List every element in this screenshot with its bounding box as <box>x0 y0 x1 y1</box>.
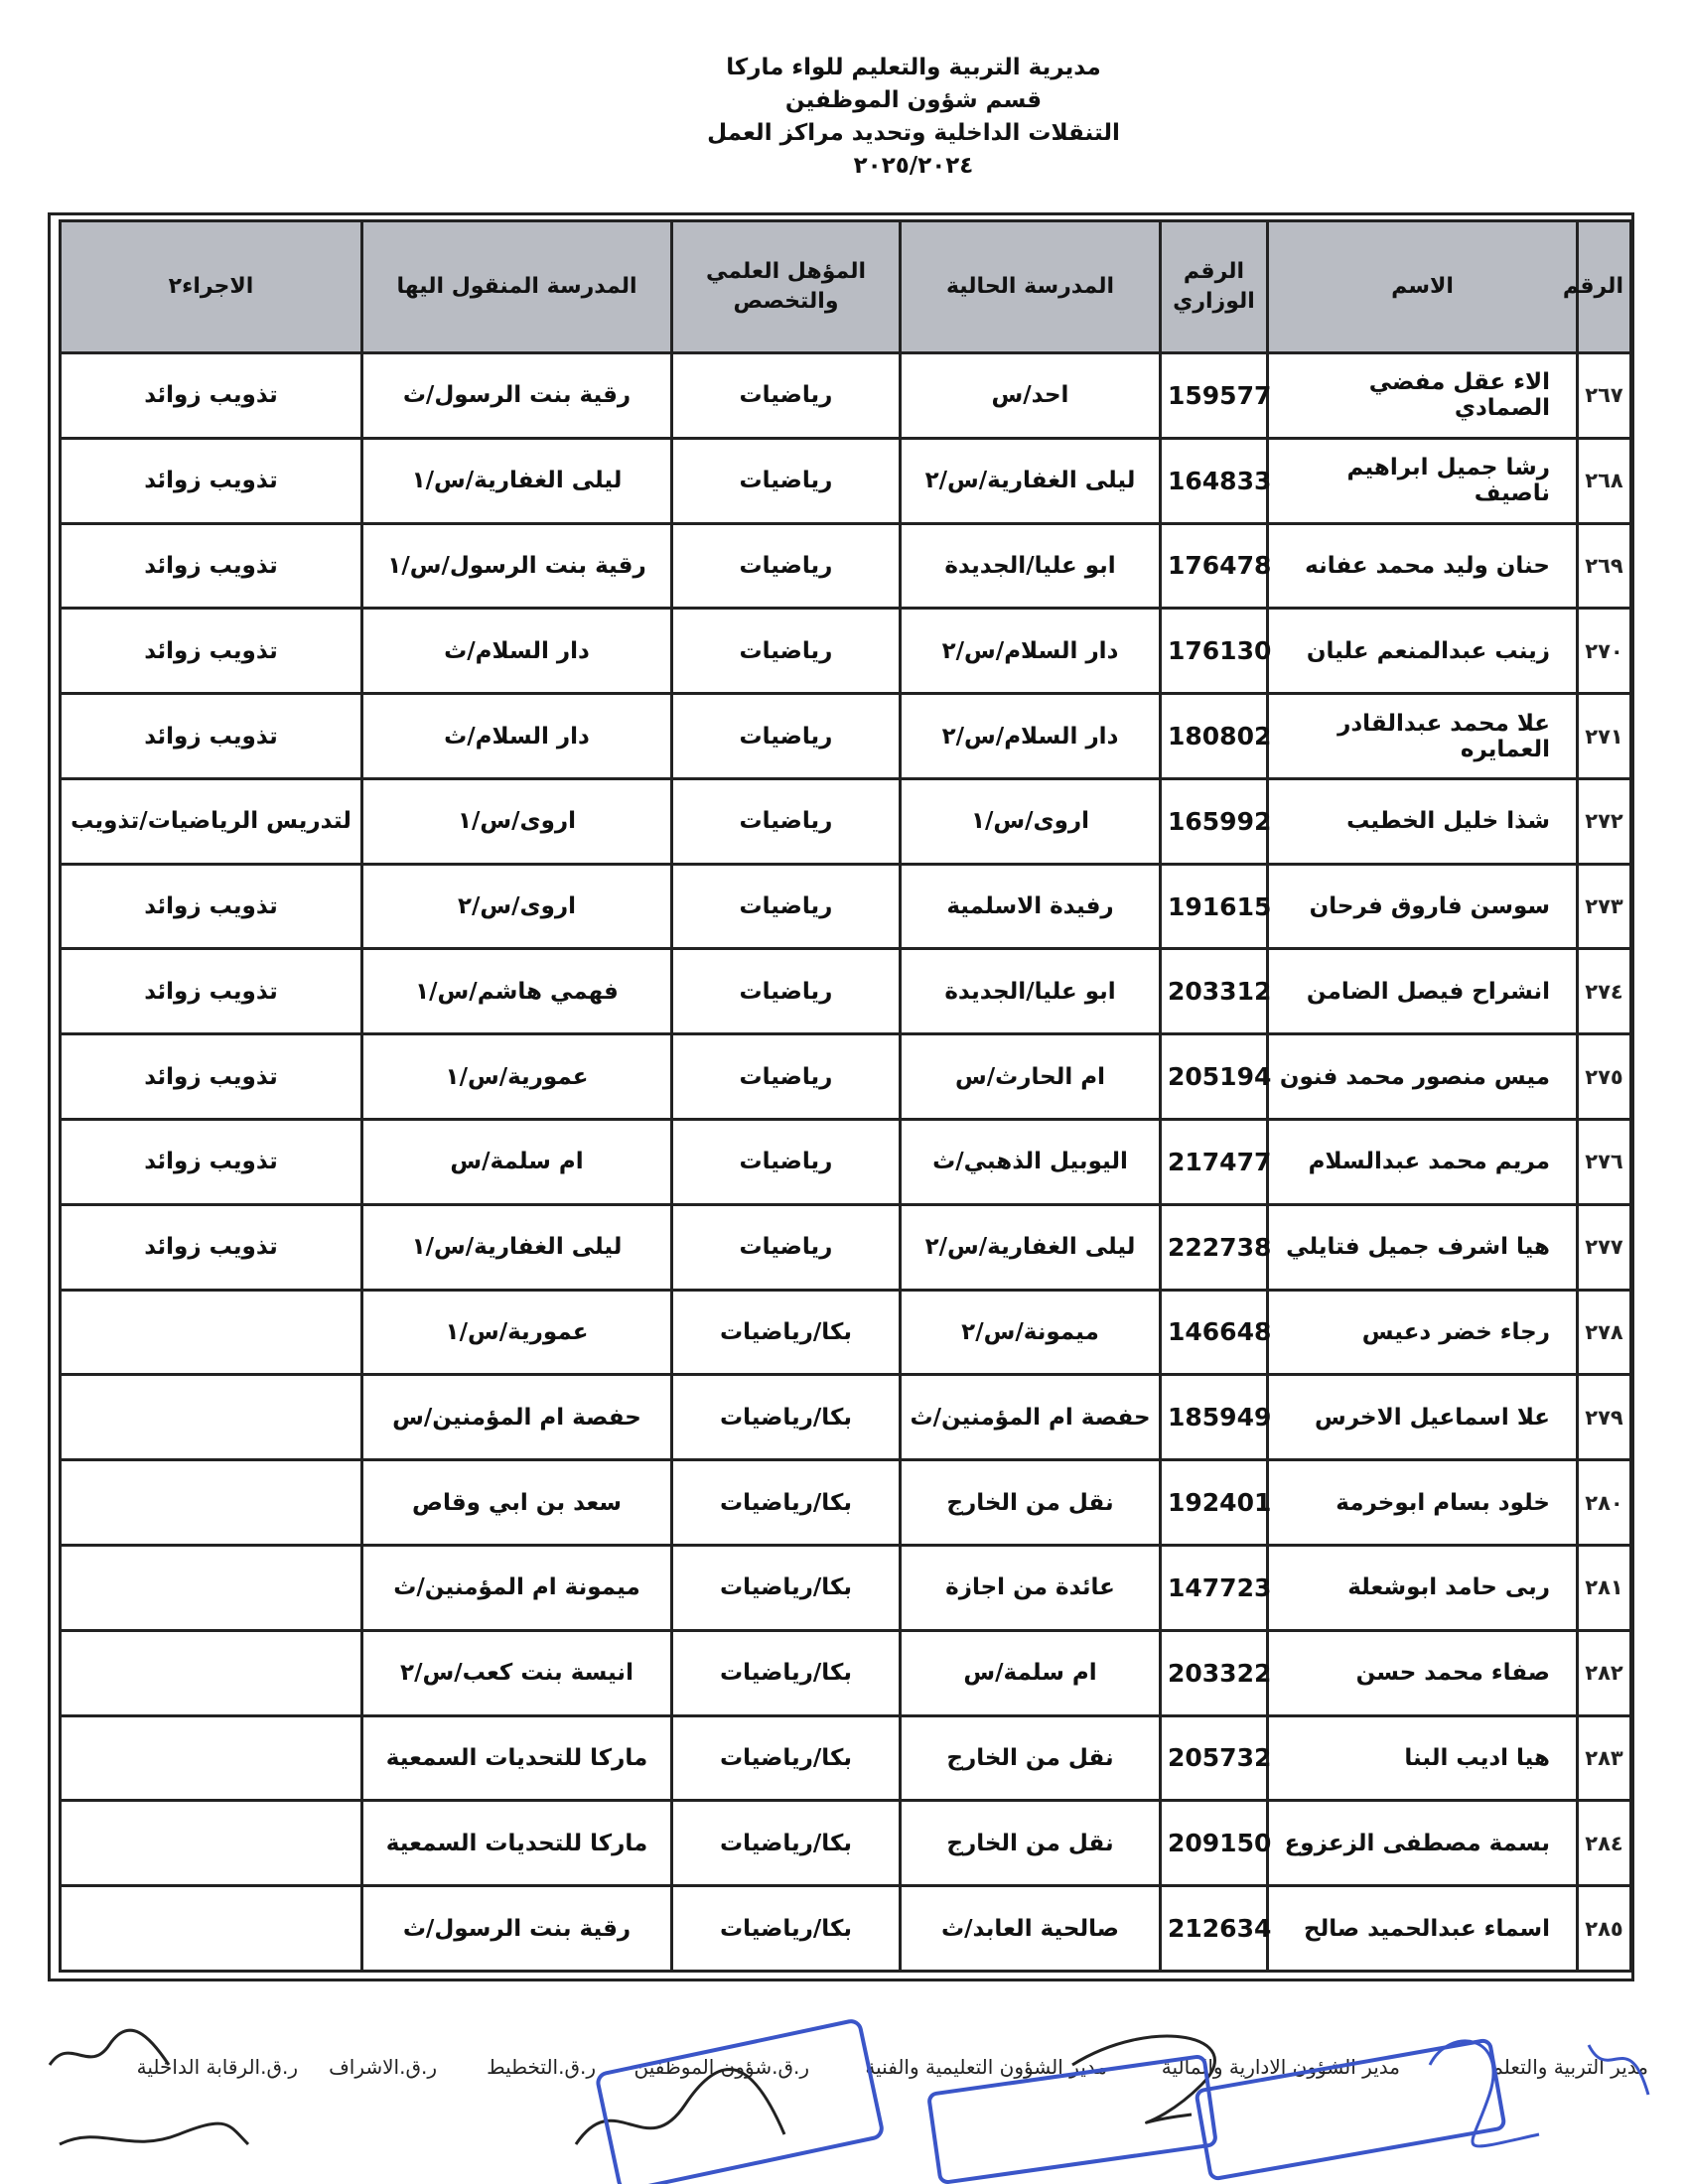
table-row <box>61 864 1631 949</box>
cell-action: تذويب زوائد <box>61 864 362 949</box>
cell-current-school: اليوبيل الذهبي/ث <box>901 1120 1161 1205</box>
cell-current-school: حفصة ام المؤمنين/ث <box>901 1375 1161 1460</box>
signature-director: مدير التربية والتعلم <box>1490 2055 1648 2079</box>
table-row <box>61 438 1631 523</box>
cell-current-school: نقل من الخارج <box>901 1715 1161 1801</box>
cell-num: ٢٨١ <box>1578 1545 1631 1630</box>
academic-year: ٢٠٢٥/٢٠٢٤ <box>853 153 974 179</box>
cell-action <box>61 1715 362 1801</box>
cell-num: ٢٨٤ <box>1578 1801 1631 1886</box>
cell-target-school: ماركا للتحديات السمعية <box>362 1715 672 1801</box>
cell-current-school: دار السلام/س/٢ <box>901 694 1161 779</box>
cell-qualification: بكا/رياضيات <box>672 1290 901 1375</box>
cell-action <box>61 1801 362 1886</box>
cell-action: تذويب زوائد <box>61 1120 362 1205</box>
col-header-target-school: المدرسة المنقول اليها <box>362 221 672 353</box>
table-row <box>61 609 1631 694</box>
cell-target-school: ميمونة ام المؤمنين/ث <box>362 1545 672 1630</box>
cell-ministry-number: 222738 <box>1161 1204 1268 1290</box>
cell-qualification: بكا/رياضيات <box>672 1630 901 1715</box>
cell-qualification: رياضيات <box>672 438 901 523</box>
cell-action <box>61 1886 362 1972</box>
department-title: قسم شؤون الموظفين <box>784 87 1043 113</box>
cell-action: تذويب زوائد <box>61 694 362 779</box>
cell-name: حنان وليد محمد عفانه <box>1268 523 1578 609</box>
cell-qualification: رياضيات <box>672 778 901 864</box>
cell-ministry-number: 205732 <box>1161 1715 1268 1801</box>
cell-qualification: رياضيات <box>672 353 901 439</box>
document-header <box>0 52 1688 183</box>
handwritten-note <box>40 2025 258 2174</box>
cell-target-school: ماركا للتحديات السمعية <box>362 1801 672 1886</box>
cell-target-school: رقية بنت الرسول/ث <box>362 1886 672 1972</box>
cell-name: انشراح فيصل الضامن <box>1268 949 1578 1034</box>
cell-name: ربى حامد ابوشعلة <box>1268 1545 1578 1630</box>
cell-ministry-number: 209150 <box>1161 1801 1268 1886</box>
cell-name: صفاء محمد حسن <box>1268 1630 1578 1715</box>
cell-num: ٢٧٦ <box>1578 1120 1631 1205</box>
cell-name: ميس منصور محمد فنون <box>1268 1034 1578 1120</box>
table-row <box>61 1545 1631 1630</box>
cell-action: تذويب زوائد <box>61 523 362 609</box>
cell-name: اسماء عبدالحميد صالح <box>1268 1886 1578 1972</box>
cell-action <box>61 1290 362 1375</box>
cell-action <box>61 1375 362 1460</box>
cell-ministry-number: 203312 <box>1161 949 1268 1034</box>
cell-name: رشا جميل ابراهيم ناصيف <box>1268 438 1578 523</box>
signature-planning: ر.ق.التخطيط <box>487 2055 596 2079</box>
cell-num: ٢٧٢ <box>1578 778 1631 864</box>
table-row <box>61 1460 1631 1546</box>
table-row <box>61 1204 1631 1290</box>
cell-target-school: رقية بنت الرسول/س/١ <box>362 523 672 609</box>
cell-target-school: ام سلمة/س <box>362 1120 672 1205</box>
cell-action: تذويب زوائد <box>61 609 362 694</box>
cell-target-school: ليلى الغفارية/س/١ <box>362 438 672 523</box>
cell-qualification: بكا/رياضيات <box>672 1545 901 1630</box>
transfers-table-frame <box>48 212 1634 1981</box>
cell-target-school: اروى/س/٢ <box>362 864 672 949</box>
table-header-row <box>61 221 1631 353</box>
cell-current-school: دار السلام/س/٢ <box>901 609 1161 694</box>
cell-action: تذويب زوائد <box>61 949 362 1034</box>
cell-target-school: دار السلام/ث <box>362 694 672 779</box>
personnel-stamp <box>596 2025 894 2184</box>
cell-action <box>61 1460 362 1546</box>
cell-current-school: رفيدة الاسلمية <box>901 864 1161 949</box>
signature-internal-audit: ر.ق.الرقابة الداخلية <box>136 2055 298 2079</box>
col-header-qualification: المؤهل العلمي والتخصص <box>672 221 901 353</box>
cell-current-school: عائدة من اجازة <box>901 1545 1161 1630</box>
cell-action: تذويب زوائد <box>61 353 362 439</box>
cell-ministry-number: 147723 <box>1161 1545 1268 1630</box>
cell-name: الاء عقل مفضي الصمادي <box>1268 353 1578 439</box>
signature-personnel: ر.ق.شؤون الموظفين <box>633 2055 809 2079</box>
table-row <box>61 949 1631 1034</box>
cell-current-school: ليلى الغفارية/س/٢ <box>901 438 1161 523</box>
table-row <box>61 694 1631 779</box>
cell-ministry-number: 176478 <box>1161 523 1268 609</box>
cell-current-school: اروى/س/١ <box>901 778 1161 864</box>
cell-current-school: ام الحارث/س <box>901 1034 1161 1120</box>
document-subject: التنقلات الداخلية وتحديد مراكز العمل <box>707 120 1120 146</box>
cell-qualification: رياضيات <box>672 609 901 694</box>
table-row <box>61 1290 1631 1375</box>
cell-ministry-number: 185949 <box>1161 1375 1268 1460</box>
cell-current-school: ابو عليا/الجديدة <box>901 949 1161 1034</box>
signature-admin-finance: مدير الشؤون الادارية والمالية <box>1161 2055 1400 2079</box>
cell-ministry-number: 212634 <box>1161 1886 1268 1972</box>
cell-target-school: ليلى الغفارية/س/١ <box>362 1204 672 1290</box>
table-row <box>61 353 1631 439</box>
cell-target-school: عمورية/س/١ <box>362 1290 672 1375</box>
cell-ministry-number: 164833 <box>1161 438 1268 523</box>
cell-name: خلود بسام ابوخرمة <box>1268 1460 1578 1546</box>
col-header-current-school: المدرسة الحالية <box>901 221 1161 353</box>
cell-num: ٢٧٤ <box>1578 949 1631 1034</box>
cell-name: بسمة مصطفى الزعزوع <box>1268 1801 1578 1886</box>
directorate-title: مديرية التربية والتعليم للواء ماركا <box>726 55 1101 80</box>
cell-target-school: دار السلام/ث <box>362 609 672 694</box>
table-row <box>61 1375 1631 1460</box>
cell-name: علا اسماعيل الاخرس <box>1268 1375 1578 1460</box>
cell-qualification: رياضيات <box>672 949 901 1034</box>
cell-name: هيا اديب البنا <box>1268 1715 1578 1801</box>
cell-qualification: رياضيات <box>672 864 901 949</box>
cell-qualification: رياضيات <box>672 1120 901 1205</box>
cell-name: سوسن فاروق فرحان <box>1268 864 1578 949</box>
cell-ministry-number: 165992 <box>1161 778 1268 864</box>
educational-affairs-stamp <box>923 2045 1221 2184</box>
cell-ministry-number: 205194 <box>1161 1034 1268 1120</box>
cell-current-school: نقل من الخارج <box>901 1801 1161 1886</box>
cell-name: هيا اشرف جميل فتايلي <box>1268 1204 1578 1290</box>
cell-ministry-number: 159577 <box>1161 353 1268 439</box>
cell-num: ٢٨٠ <box>1578 1460 1631 1546</box>
cell-target-school: انيسة بنت كعب/س/٢ <box>362 1630 672 1715</box>
col-header-action: الاجراء٢ <box>61 221 362 353</box>
cell-action: لتدريس الرياضيات/تذويب <box>61 778 362 864</box>
table-body <box>61 353 1631 1972</box>
cell-ministry-number: 191615 <box>1161 864 1268 949</box>
cell-num: ٢٨٢ <box>1578 1630 1631 1715</box>
cell-target-school: رقية بنت الرسول/ث <box>362 353 672 439</box>
cell-current-school: نقل من الخارج <box>901 1460 1161 1546</box>
cell-current-school: احد/س <box>901 353 1161 439</box>
cell-target-school: عمورية/س/١ <box>362 1034 672 1120</box>
col-header-name: الاسم <box>1268 221 1578 353</box>
cell-action: تذويب زوائد <box>61 1204 362 1290</box>
cell-num: ٢٨٥ <box>1578 1886 1631 1972</box>
cell-action: تذويب زوائد <box>61 1034 362 1120</box>
cell-current-school: ليلى الغفارية/س/٢ <box>901 1204 1161 1290</box>
table-row <box>61 778 1631 864</box>
cell-num: ٢٦٩ <box>1578 523 1631 609</box>
cell-current-school: ابو عليا/الجديدة <box>901 523 1161 609</box>
cell-name: زينب عبدالمنعم عليان <box>1268 609 1578 694</box>
cell-action <box>61 1630 362 1715</box>
table-row <box>61 1630 1631 1715</box>
table-row <box>61 1886 1631 1972</box>
admin-finance-stamp <box>1192 2035 1509 2184</box>
cell-current-school: ام سلمة/س <box>901 1630 1161 1715</box>
cell-qualification: بكا/رياضيات <box>672 1801 901 1886</box>
cell-name: مريم محمد عبدالسلام <box>1268 1120 1578 1205</box>
cell-name: علا محمد عبدالقادر العمايره <box>1268 694 1578 779</box>
cell-target-school: سعد بن ابي وقاص <box>362 1460 672 1546</box>
cell-qualification: بكا/رياضيات <box>672 1375 901 1460</box>
cell-num: ٢٧١ <box>1578 694 1631 779</box>
cell-num: ٢٧٩ <box>1578 1375 1631 1460</box>
cell-num: ٢٧٨ <box>1578 1290 1631 1375</box>
cell-action <box>61 1545 362 1630</box>
signature-educational-affairs: مدير الشؤون التعليمية والفنية <box>865 2055 1107 2079</box>
cell-target-school: فهمي هاشم/س/١ <box>362 949 672 1034</box>
cell-num: ٢٧٠ <box>1578 609 1631 694</box>
cell-qualification: رياضيات <box>672 523 901 609</box>
cell-ministry-number: 217477 <box>1161 1120 1268 1205</box>
col-header-num: الرقم <box>1578 221 1631 353</box>
cell-ministry-number: 146648 <box>1161 1290 1268 1375</box>
cell-qualification: بكا/رياضيات <box>672 1460 901 1546</box>
cell-target-school: حفصة ام المؤمنين/س <box>362 1375 672 1460</box>
cell-num: ٢٧٣ <box>1578 864 1631 949</box>
transfers-table <box>59 219 1632 1973</box>
cell-ministry-number: 203322 <box>1161 1630 1268 1715</box>
col-header-nid: الرقم الوزاري <box>1161 221 1268 353</box>
cell-ministry-number: 180802 <box>1161 694 1268 779</box>
cell-name: رجاء خضر دعيس <box>1268 1290 1578 1375</box>
cell-qualification: رياضيات <box>672 1204 901 1290</box>
signature-supervision: ر.ق.الاشراف <box>329 2055 437 2079</box>
table-row <box>61 1715 1631 1801</box>
cell-current-school: صالحية العابد/ث <box>901 1886 1161 1972</box>
cell-qualification: رياضيات <box>672 1034 901 1120</box>
cell-qualification: بكا/رياضيات <box>672 1886 901 1972</box>
cell-ministry-number: 176130 <box>1161 609 1268 694</box>
table-row <box>61 523 1631 609</box>
cell-ministry-number: 192401 <box>1161 1460 1268 1546</box>
cell-target-school: اروى/س/١ <box>362 778 672 864</box>
cell-action: تذويب زوائد <box>61 438 362 523</box>
table-row <box>61 1120 1631 1205</box>
cell-current-school: ميمونة/س/٢ <box>901 1290 1161 1375</box>
cell-num: ٢٧٥ <box>1578 1034 1631 1120</box>
cell-num: ٢٦٧ <box>1578 353 1631 439</box>
cell-num: ٢٧٧ <box>1578 1204 1631 1290</box>
table-row <box>61 1801 1631 1886</box>
cell-qualification: رياضيات <box>672 694 901 779</box>
table-row <box>61 1034 1631 1120</box>
cell-name: شذا خليل الخطيب <box>1268 778 1578 864</box>
cell-num: ٢٨٣ <box>1578 1715 1631 1801</box>
cell-num: ٢٦٨ <box>1578 438 1631 523</box>
cell-qualification: بكا/رياضيات <box>672 1715 901 1801</box>
